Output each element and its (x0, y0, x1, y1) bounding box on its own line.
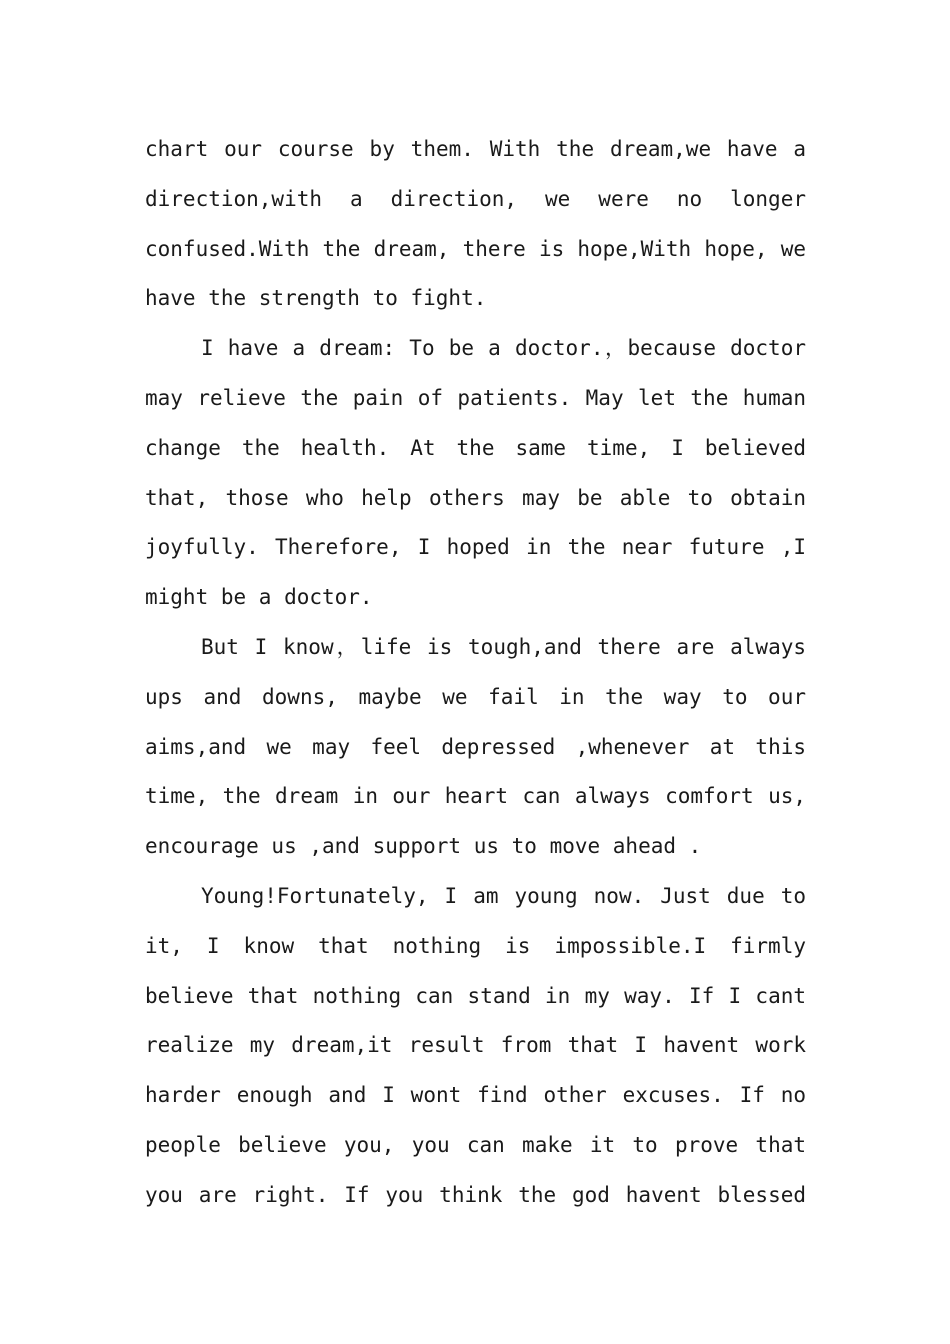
paragraph-1: chart our course by them. With the dream,we have a direction,with a direction, we were no longer confused.With the dream, there is hope,With hope, we have the strength to fight. (145, 137, 806, 311)
paragraph-2: I have a dream: To be a doctor.，because doctor may relieve the pain of patients. May let the human change the health. At the same time, I believed that, those who help others may be able to obtain joyfully. Therefore, I hoped in the near future ,I might be a doctor. (145, 336, 806, 610)
document-body (145, 125, 806, 1221)
paragraph-3: But I know，life is tough,and there are always ups and downs, maybe we fail in the way to our aims,and we may feel depressed ,whenever at this time, the dream in our heart can always comfort us, encourage us ,and support us to move ahead . (145, 634, 806, 859)
paragraph-4: Young!Fortunately, I am young now. Just due to it, I know that nothing is impossible.I firmly believe that nothing can stand in my way. If I cant realize my dream,it result from that I havent work harder enough and I wont find other excuses. If no people believe you, you can make it to prove that you are right. If you think the god havent blessed (145, 883, 806, 1207)
